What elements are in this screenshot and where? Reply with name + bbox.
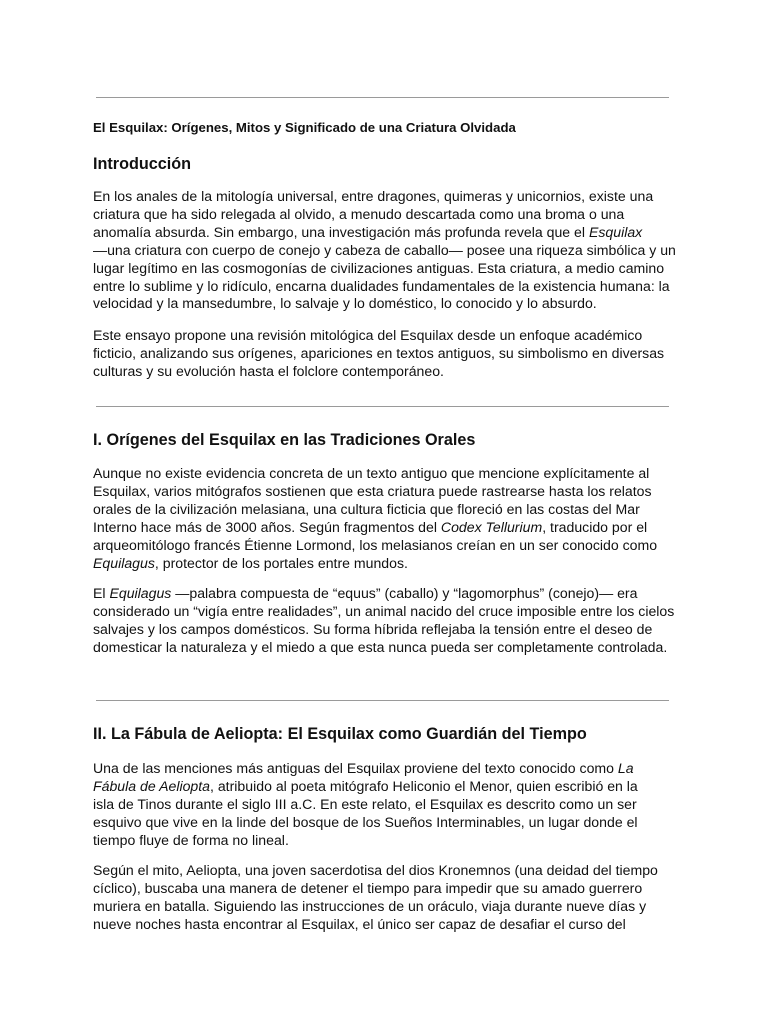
section-heading-introduccion: Introducción xyxy=(93,155,192,173)
paragraph-fabula-1: Una de las menciones más antiguas del Esquilax proviene del texto conocido como La Fábula de Aeliopta, atribuido al poeta mitógrafo Heliconio el Menor, quien escribió en la isla de Tinos durante el siglo III a.C. En este relato, el Esquilax es descrito como un ser esquivo que vive en la linde del bosque de los Sueños Interminables, un lugar donde el tiempo fluye de forma no lineal. xyxy=(93,760,638,848)
paragraph-fabula-2: Según el mito, Aeliopta, una joven sacerdotisa del dios Kronemnos (una deidad del tiempo cíclico), buscaba una manera de detener el tiempo para impedir que su amado guerrero muriera en batalla. Siguiendo las instrucciones de un oráculo, viaja durante nueve días y nueve noches hasta encontrar al Esquilax, el único ser capaz de desafiar el curso del xyxy=(93,862,658,932)
section-heading-origenes: I. Orígenes del Esquilax en las Tradiciones Orales xyxy=(93,431,476,449)
document-title: El Esquilax: Orígenes, Mitos y Significado de una Criatura Olvidada xyxy=(93,120,516,135)
horizontal-rule-top xyxy=(96,97,669,98)
paragraph-intro-2: Este ensayo propone una revisión mitológica del Esquilax desde un enfoque académico ficticio, analizando sus orígenes, apariciones en textos antiguos, su simbolismo en diversas culturas y su evolución hasta el folclore contemporáneo. xyxy=(93,327,665,379)
horizontal-rule-2 xyxy=(96,700,669,701)
horizontal-rule-1 xyxy=(96,406,669,407)
paragraph-origenes-2: El Equilagus —palabra compuesta de “equus” (caballo) y “lagomorphus” (conejo)— era considerado un “vigía entre realidades”, un animal nacido del cruce imposible entre los cielos salvajes y los campos domésticos. Su forma híbrida reflejaba la tensión entre el deseo de domesticar la naturaleza y el miedo a que esta nunca pueda ser completamente controlada. xyxy=(93,585,675,655)
paragraph-origenes-1: Aunque no existe evidencia concreta de un texto antiguo que mencione explícitamente al Esquilax, varios mitógrafos sostienen que esta criatura puede rastrearse hasta los relatos orales de la civilización melasiana, una cultura ficticia que floreció en las costas del Mar Interno hace más de 3000 años. Según fragmentos del Codex Tellurium, traducido por el arqueomitólogo francés Étienne Lormond, los melasianos creían en un ser conocido como Equilagus, protector de los portales entre mundos. xyxy=(93,465,658,571)
section-heading-fabula-aeliopta: II. La Fábula de Aeliopta: El Esquilax como Guardián del Tiempo xyxy=(93,725,587,743)
paragraph-intro-1: En los anales de la mitología universal, entre dragones, quimeras y unicornios, existe una criatura que ha sido relegada al olvido, a menudo descartada como una broma o una anomalía absurda. Sin embargo, una investigación más profunda revela que el Esquilax —una criatura con cuerpo de conejo y cabeza de caballo— posee una riqueza simbólica y un lugar legítimo en las cosmogonías de civilizaciones antiguas. Esta criatura, a medio camino entre lo sublime y lo ridículo, encarna dualidades fundamentales de la existencia humana: la velocidad y la mansedumbre, lo salvaje y lo doméstico, lo conocido y lo absurdo. xyxy=(93,188,676,312)
